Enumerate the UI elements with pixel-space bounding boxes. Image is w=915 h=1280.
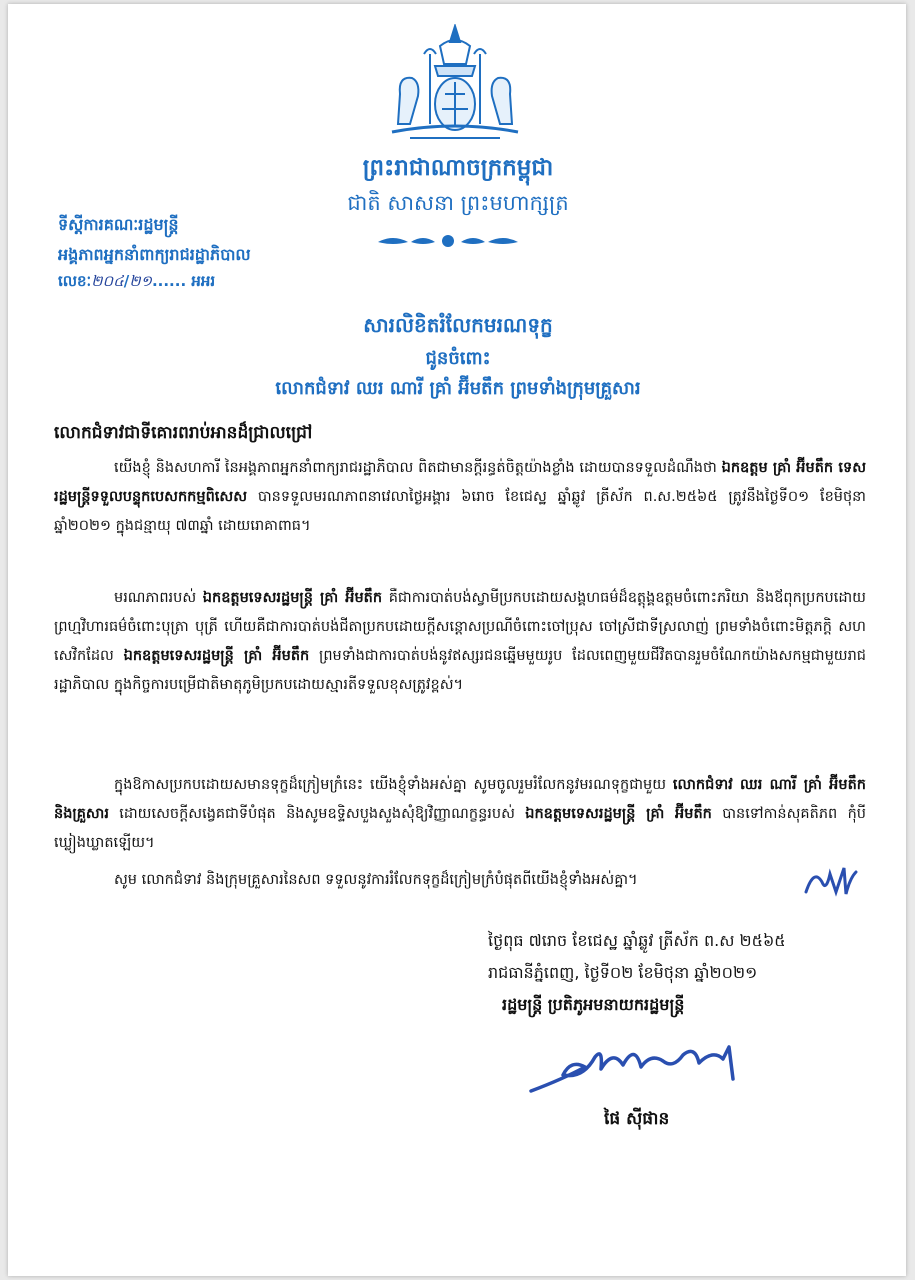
p1-text-end: បានទទួលមរណភាពនាវេលាថ្ងៃអង្គារ ៦រោច ខែជេស្ឋ ឆ្នាំឆ្លូវ ត្រីស័ក ព.ស.២៥៦៥ ត្រូវនឹងថ្ងៃទី០១ ខែមិថុនា ឆ្នាំ២០២១ ក្នុងជន្មាយុ ៧៣ឆ្នាំ ដោយរោគាពាធ។ [54, 489, 866, 534]
date-lunar: ថ្ងៃពុធ ៧រោច ខែជេស្ឋ ឆ្នាំឆ្លូវ ត្រីស័ក ព.ស ២៥៦៥ [488, 931, 786, 950]
ref-dots: ...... [151, 272, 187, 290]
royal-coat-of-arms-icon [380, 24, 530, 144]
p2-bold: ឯកឧត្តមទេសរដ្ឋមន្ត្រី គ្រាំ អ៊ីមតឹក [202, 590, 383, 606]
p3-text: ក្នុងឱកាសប្រកបដោយសមានទុក្ខដ៏ក្រៀមក្រំនេះ យើងខ្ញុំទាំងអស់គ្នា សូមចូលរួមរំលែកនូវមរណទុក្ខជាមួយ [114, 777, 673, 793]
date-solar: រាជធានីភ្នំពេញ, ថ្ងៃទី០២ ខែមិថុនា ឆ្នាំ២០២១ [488, 963, 758, 982]
salutation: លោកជំទាវជាទីគោរពរាប់អានដ៏ជ្រាលជ្រៅ [54, 423, 313, 443]
letter-addressee: លោកជំទាវ ឈរ ណារី គ្រាំ អ៊ីមតឹក ព្រមទាំងក្រុមគ្រួសារ [275, 378, 641, 399]
office-unit: អង្គភាពអ្នកនាំពាក្យរាជរដ្ឋាភិបាល [58, 245, 251, 264]
letter-addressee-label: ជូនចំពោះ [425, 348, 491, 369]
handwritten-signature-icon [523, 1039, 753, 1099]
signer-name: ផៃ ស៊ីផាន [604, 1109, 670, 1129]
letter-page [8, 4, 906, 1276]
p2-text-mid: គឺជាការបាត់បង់ស្វាមីប្រកបដោយសង្គហធម៌ដ៏ឧត្តុង្គឧត្តមចំពោះភរិយា និងឪពុកប្រកបដោយព្រហ្មវិហារធម៌ចំពោះបុត្រា បុត្រី ហើយគឺជាការបាត់បង់ជីតាប្រកបដោយក្ដីសន្តោសប្រណីចំពោះចៅប្រុស ចៅស្រីជាទីស្រលាញ់ ព្រមទាំងចំពោះមិត្តភក្តិ សហសេវិកដែល [54, 590, 866, 664]
ornament-divider-icon [373, 230, 523, 252]
p2-text: មរណភាពរបស់ [114, 590, 203, 606]
p3-bold-2: ឯកឧត្តមទេសរដ្ឋមន្ត្រី គ្រាំ អ៊ីមតឹក [525, 806, 712, 822]
p3-text-end: បានទៅកាន់សុគតិភព កុំបីឃ្លៀងឃ្លាតឡើយ។ [54, 806, 866, 851]
p1-bold: ឯកឧត្តម គ្រាំ អ៊ីមតឹក ទេសរដ្ឋមន្ត្រីទទួលបន្ទុកបេសកកម្មពិសេស [54, 460, 867, 505]
letter-title: សារលិខិតរំលែកមរណទុក្ខ [363, 313, 553, 337]
ref-suffix: អអរ [191, 272, 216, 290]
kingdom-heading: ព្រះរាជាណាចក្រកម្ពុជា [362, 155, 554, 181]
handwritten-initials-icon [800, 862, 860, 900]
ref-year: ២១ [129, 272, 152, 290]
p3-text-mid: ដោយសេចក្ដីសង្វេគជាទីបំផុត និងសូមឧទ្ទិសបួងសួងសុំឱ្យវិញ្ញាណក្ខន្ធរបស់ [108, 806, 526, 822]
office-name: ទីស្តីការគណៈរដ្ឋមន្ត្រី [58, 215, 179, 234]
p2-bold-2: ឯកឧត្តមទេសរដ្ឋមន្ត្រី គ្រាំ អ៊ីមតឹក [123, 648, 310, 664]
paragraph-3 [54, 771, 866, 858]
p3-bold: លោកជំទាវ ឈរ ណារី គ្រាំ អ៊ីមតឹក និងគ្រួសារ [54, 777, 867, 822]
ref-sep: / [123, 272, 130, 290]
ref-handwritten: ២០៤ [91, 272, 124, 290]
paragraph-2 [54, 584, 866, 700]
paragraph-1 [54, 454, 866, 541]
paragraph-4: សូម លោកជំទាវ និងក្រុមគ្រួសារនៃសព ទទួលនូវការរំលែកទុក្ខដ៏ក្រៀមក្រំបំផុតពីយើងខ្ញុំទាំងអស់គ្នា។ [114, 872, 638, 888]
reference-number [58, 272, 215, 294]
minister-title: រដ្ឋមន្ត្រី ប្រតិភូអមនាយករដ្ឋមន្ត្រី [502, 995, 685, 1014]
p2-text-end: ព្រមទាំងជាការបាត់បង់នូវឥស្សរជនឆ្នើមមួយរូប ដែលពេញមួយជីវិតបានរួមចំណែកយ៉ាងសកម្មជាមួយរាជរដ្ឋាភិបាល ក្នុងកិច្ចការបម្រើជាតិមាតុភូមិប្រកបដោយស្មារតីទទួលខុសត្រូវខ្ពស់។ [54, 648, 866, 693]
national-motto: ជាតិ សាសនា ព្រះមហាក្សត្រ [347, 191, 569, 215]
p1-text: យើងខ្ញុំ និងសហការី នៃអង្គភាពអ្នកនាំពាក្យរាជរដ្ឋាភិបាល ពិតជាមានក្ដីរន្ធត់ចិត្តយ៉ាងខ្លាំង ដោយបានទទួលដំណឹងថា [114, 460, 722, 476]
ref-label: លេខៈ [58, 272, 92, 290]
